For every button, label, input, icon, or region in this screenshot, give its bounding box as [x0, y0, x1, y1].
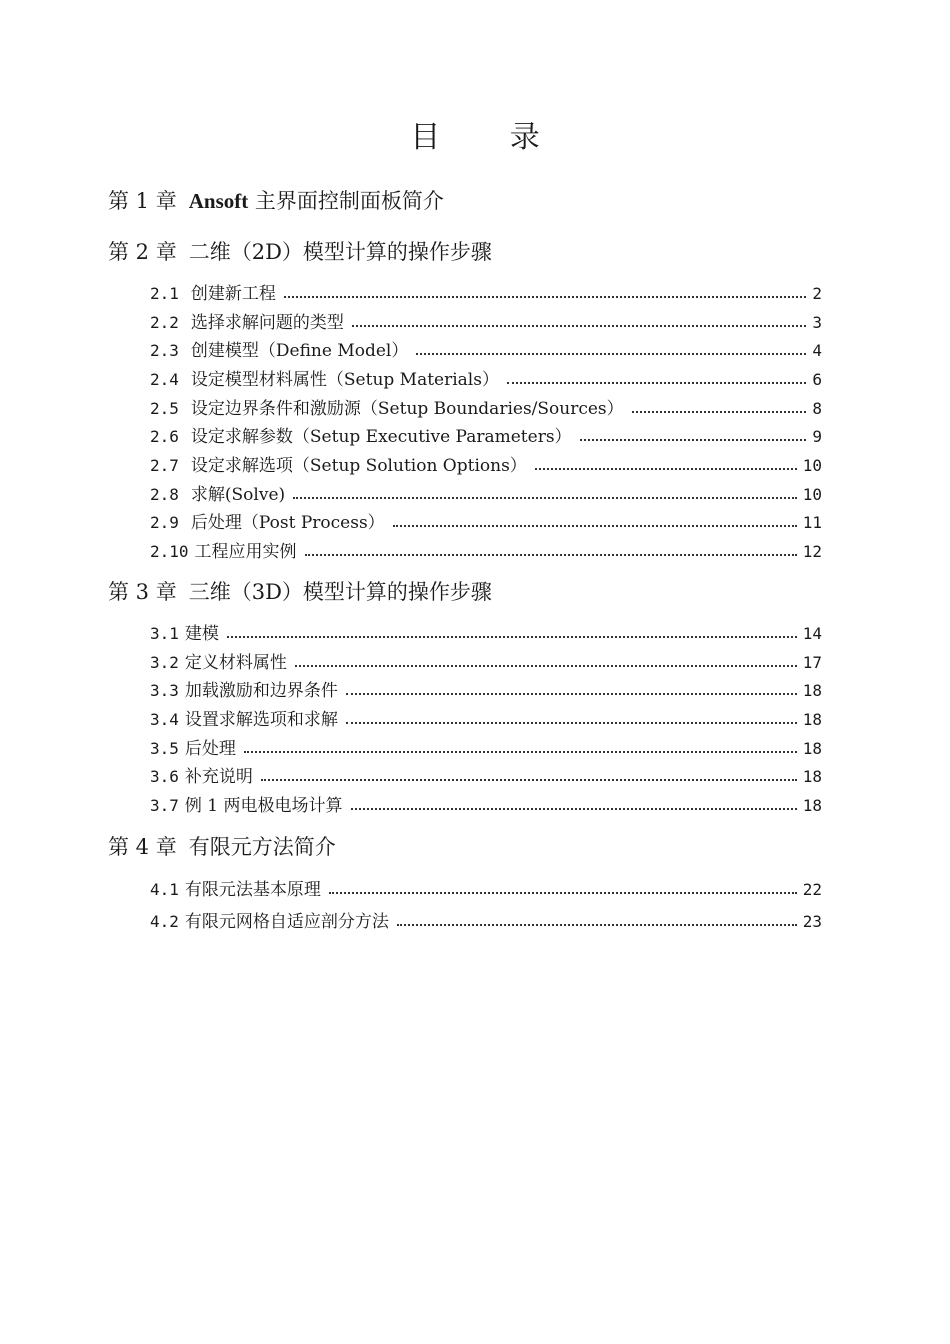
chapter-number: 第 4 章 — [108, 835, 177, 859]
entry-number: 3.6 — [150, 767, 179, 786]
dot-leader — [329, 891, 797, 894]
entry-page: 14 — [802, 624, 822, 643]
entry-number: 2.5 — [150, 399, 179, 418]
entry-label: 求解(Solve) — [190, 485, 286, 505]
entry-label: 创建新工程 — [190, 284, 276, 304]
entry-label: 定义材料属性 — [184, 653, 287, 673]
entry-page: 8 — [812, 399, 822, 418]
dot-leader — [244, 750, 797, 753]
entry-page: 11 — [802, 513, 822, 532]
toc-entry[interactable] — [150, 397, 822, 421]
chapter-title: 三维（3D）模型计算的操作步骤 — [188, 580, 492, 604]
entry-number: 4.2 — [150, 912, 179, 931]
chapter-title: 主界面控制面板简介 — [254, 189, 444, 213]
toc-entry[interactable] — [150, 368, 822, 392]
entry-label: 补充说明 — [184, 767, 253, 787]
entry-page: 3 — [812, 313, 822, 332]
entry-page: 18 — [802, 710, 822, 729]
dot-leader — [284, 295, 806, 298]
toc-entry[interactable] — [150, 425, 822, 449]
toc-entry[interactable] — [150, 765, 822, 789]
entry-label: 工程应用实例 — [194, 542, 297, 562]
toc-entry[interactable] — [150, 454, 822, 478]
dot-leader — [632, 410, 807, 413]
entry-label: 设置求解选项和求解 — [184, 710, 338, 730]
entry-number: 3.7 — [150, 796, 179, 815]
entry-label: 有限元网格自适应剖分方法 — [184, 912, 389, 932]
dot-leader — [351, 807, 797, 810]
dot-leader — [352, 324, 806, 327]
entry-page: 22 — [802, 880, 822, 899]
toc-entry[interactable] — [150, 651, 822, 675]
toc-entry[interactable] — [150, 540, 822, 564]
entry-label: 选择求解问题的类型 — [190, 313, 344, 333]
entry-number: 3.4 — [150, 710, 179, 729]
entry-page: 6 — [812, 370, 822, 389]
toc-entry[interactable] — [150, 622, 822, 646]
entry-label: 创建模型（Define Model） — [190, 341, 409, 361]
toc-entry[interactable] — [150, 708, 822, 732]
chapter-heading — [108, 187, 444, 215]
dot-leader — [346, 721, 797, 724]
entry-number: 4.1 — [150, 880, 179, 899]
entry-page: 18 — [802, 796, 822, 815]
entry-label: 有限元法基本原理 — [184, 880, 321, 900]
entry-page: 23 — [802, 912, 822, 931]
toc-entry[interactable] — [150, 679, 822, 703]
dot-leader — [416, 352, 806, 355]
dot-leader — [261, 778, 797, 781]
entry-label: 后处理（Post Process） — [190, 513, 385, 533]
entry-label: 设定求解参数（Setup Executive Parameters） — [190, 427, 572, 447]
toc-entry[interactable] — [150, 483, 822, 507]
entry-page: 4 — [812, 341, 822, 360]
entry-number: 3.5 — [150, 739, 179, 758]
chapter-title: 有限元方法简介 — [188, 835, 336, 859]
entry-number: 2.4 — [150, 370, 179, 389]
entry-number: 2.2 — [150, 313, 179, 332]
entry-number: 2.3 — [150, 341, 179, 360]
entry-number: 2.7 — [150, 456, 179, 475]
chapter-title-en: Ansoft — [188, 189, 249, 213]
entry-number: 2.10 — [150, 542, 189, 561]
entry-page: 2 — [812, 284, 822, 303]
toc-entry[interactable] — [150, 339, 822, 363]
toc-entry[interactable] — [150, 737, 822, 761]
chapter-number: 第 2 章 — [108, 240, 177, 264]
entry-number: 3.3 — [150, 681, 179, 700]
entry-label: 加载激励和边界条件 — [184, 681, 338, 701]
chapter-title: 二维（2D）模型计算的操作步骤 — [188, 240, 492, 264]
chapter-number: 第 1 章 — [108, 189, 177, 213]
dot-leader — [295, 664, 797, 667]
toc-entry[interactable] — [150, 794, 822, 818]
entry-page: 9 — [812, 427, 822, 446]
entry-page: 10 — [802, 456, 822, 475]
entry-label: 例 1 两电极电场计算 — [184, 796, 343, 816]
entry-label: 建模 — [184, 624, 219, 644]
dot-leader — [580, 438, 807, 441]
chapter-heading — [108, 238, 492, 266]
entry-page: 10 — [802, 485, 822, 504]
dot-leader — [507, 381, 806, 384]
entry-number: 2.6 — [150, 427, 179, 446]
dot-leader — [393, 524, 797, 527]
entry-number: 3.1 — [150, 624, 179, 643]
dot-leader — [397, 923, 797, 926]
entry-page: 17 — [802, 653, 822, 672]
entry-label: 后处理 — [184, 739, 236, 759]
entry-number: 2.1 — [150, 284, 179, 303]
entry-page: 18 — [802, 767, 822, 786]
chapter-number: 第 3 章 — [108, 580, 177, 604]
dot-leader — [305, 553, 797, 556]
chapter-heading — [108, 578, 492, 606]
entry-label: 设定模型材料属性（Setup Materials） — [190, 370, 499, 390]
dot-leader — [535, 467, 797, 470]
entry-page: 18 — [802, 681, 822, 700]
toc-entry[interactable] — [150, 878, 822, 902]
entry-page: 12 — [802, 542, 822, 561]
toc-entry[interactable] — [150, 282, 822, 306]
toc-entry[interactable] — [150, 910, 822, 934]
entry-page: 18 — [802, 739, 822, 758]
entry-number: 2.9 — [150, 513, 179, 532]
toc-entry[interactable] — [150, 311, 822, 335]
dot-leader — [346, 692, 797, 695]
chapter-heading — [108, 833, 336, 861]
entry-label: 设定边界条件和激励源（Setup Boundaries/Sources） — [190, 399, 624, 419]
page-title: 目 录 — [410, 120, 570, 155]
entry-label: 设定求解选项（Setup Solution Options） — [190, 456, 527, 476]
dot-leader — [227, 635, 797, 638]
dot-leader — [293, 496, 797, 499]
toc-entry[interactable] — [150, 511, 822, 535]
entry-number: 3.2 — [150, 653, 179, 672]
entry-number: 2.8 — [150, 485, 179, 504]
